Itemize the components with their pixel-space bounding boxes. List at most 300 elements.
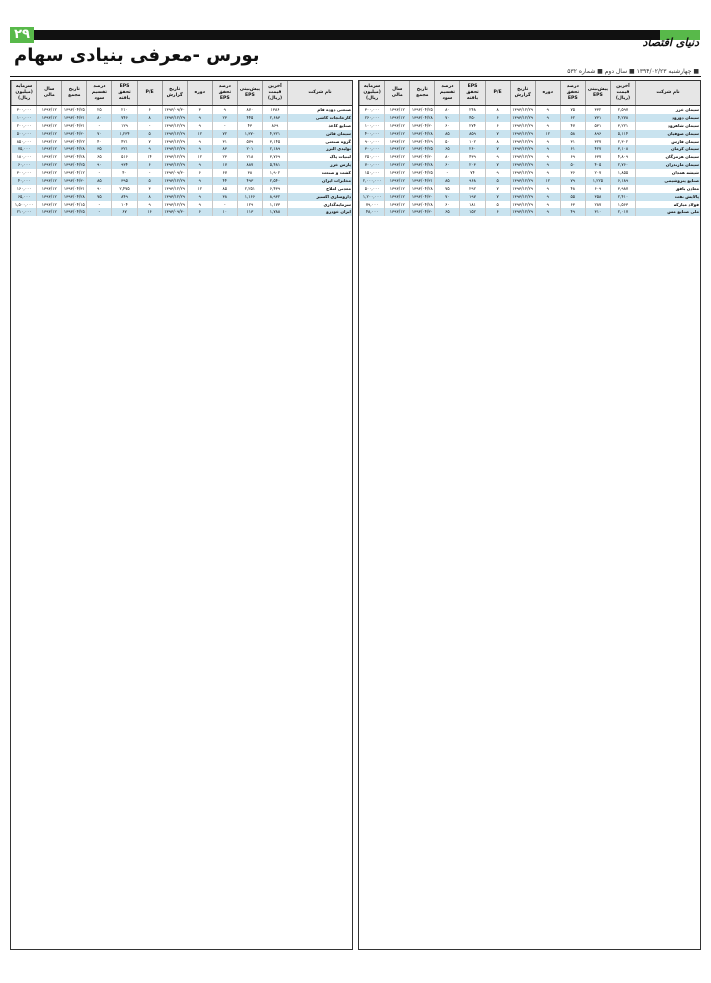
table-cell: ۸: [485, 138, 510, 146]
table-cell: ۱۳۹۳/۱۲: [385, 201, 410, 209]
table-cell: ۷: [485, 193, 510, 201]
table-cell: ۱۳۹۳/۰۴/۲۸: [410, 201, 435, 209]
table-cell: ۵۰: [435, 138, 460, 146]
table-cell: ۱۳۹۳/۰۴/۳۰: [410, 193, 435, 201]
table-cell: ۴,۳۲۱: [262, 130, 287, 138]
table-row: [12, 153, 353, 161]
company-name-cell: معدنی املاح: [288, 185, 353, 193]
table-cell: ۷۰۰,۰۰۰: [360, 161, 385, 169]
company-name-cell: سیمان دورود: [636, 114, 701, 122]
table-cell: ۲۰۷: [585, 169, 610, 177]
table-cell: ۱۳۹۳/۰۴/۳۰: [410, 122, 435, 130]
table-cell: ۱۳۹۳/۱۲/۲۹: [510, 201, 535, 209]
table-cell: ۹: [187, 161, 212, 169]
table-cell: ۸: [485, 106, 510, 114]
table-cell: ۱۳۹۳/۱۲: [37, 193, 62, 201]
table-cell: ۴۰: [112, 169, 137, 177]
table-cell: ۴۹۳: [237, 177, 262, 185]
table-cell: ۶۰: [435, 122, 460, 130]
company-name-cell: مخابرات ایران: [288, 177, 353, 185]
table-cell: ۴۰,۰۰۰: [12, 177, 37, 185]
left-stock-table-panel: [10, 80, 353, 950]
table-cell: ۶: [137, 106, 162, 114]
table-cell: ۳,۹۸۷: [610, 185, 635, 193]
table-cell: ۹: [137, 201, 162, 209]
table-cell: ۴۵۰: [460, 114, 485, 122]
table-cell: ۱۳۹۳/۰۴/۲۸: [410, 114, 435, 122]
table-cell: ۱۳۹۳/۱۲/۲۹: [510, 138, 535, 146]
table-cell: ۲,۵۹۷: [610, 106, 635, 114]
table-row: [360, 201, 701, 209]
table-cell: ۱۳۹۳/۱۲/۲۹: [162, 193, 187, 201]
company-name-cell: ایران خودرو: [288, 208, 353, 216]
table-cell: ۳۵۸: [585, 193, 610, 201]
table-row: [12, 201, 353, 209]
table-cell: ۴۳۹: [460, 153, 485, 161]
company-name-cell: پارس خزر: [288, 161, 353, 169]
company-name-cell: سیمان شاهرود: [636, 122, 701, 130]
company-name-cell: گروه صنعتی: [288, 138, 353, 146]
table-cell: ۱۳۹۳/۱۲: [385, 106, 410, 114]
issue-line: ■ چهارشنبه ۱۳۹۴/۰۲/۲۳ ■ سال دوم ■ شماره ۵۳۲: [567, 68, 699, 75]
table-cell: ۵: [137, 177, 162, 185]
table-cell: ۲,۰۰۰,۰۰۰: [360, 177, 385, 185]
right-table-body: [360, 106, 701, 217]
table-cell: ۷۵: [560, 106, 585, 114]
table-cell: ۹: [535, 161, 560, 169]
table-cell: ۲,۰۱۷: [610, 208, 635, 216]
table-cell: ۶۷: [112, 208, 137, 216]
column-header: درصد تقسیم سود: [435, 81, 460, 106]
table-cell: ۷: [485, 161, 510, 169]
table-cell: -: [137, 169, 162, 177]
table-cell: ۱۳۹۳/۱۲: [37, 177, 62, 185]
table-cell: ۳۱: [560, 138, 585, 146]
table-cell: -: [87, 208, 112, 216]
table-cell: ۱۲: [187, 153, 212, 161]
table-cell: ۵۵: [560, 193, 585, 201]
table-row: [12, 114, 353, 122]
table-cell: ۶۰,۰۰۰: [12, 161, 37, 169]
table-cell: ۸۶۹: [262, 122, 287, 130]
table-cell: ۱۳۹۳/۱۲/۲۹: [510, 130, 535, 138]
table-cell: ۲۰۳: [460, 161, 485, 169]
table-cell: ۷۹: [560, 177, 585, 185]
table-cell: ۱۳۹۳/۰۴/۱۵: [62, 201, 87, 209]
table-cell: ۱۳۹۳/۰۴/۳۰: [410, 208, 435, 216]
table-cell: ۱۳۹۳/۱۲/۲۹: [162, 145, 187, 153]
table-cell: ۸۸۷: [237, 161, 262, 169]
company-name-cell: صنایع پتروشیمی: [636, 177, 701, 185]
table-cell: ۱۹۷: [460, 193, 485, 201]
company-name-cell: پالایش نفت: [636, 193, 701, 201]
table-cell: ۸: [137, 193, 162, 201]
table-row: [12, 106, 353, 114]
table-cell: ۱۳۹۳/۱۲/۲۹: [162, 177, 187, 185]
table-cell: -: [87, 122, 112, 130]
table-cell: ۱۳۹۳/۱۲/۲۹: [510, 185, 535, 193]
table-cell: -: [87, 201, 112, 209]
company-name-cell: صنایع کاغذ: [288, 122, 353, 130]
table-cell: ۹: [485, 153, 510, 161]
header-band: [10, 30, 700, 40]
table-cell: ۷۴۶: [112, 114, 137, 122]
table-cell: ۶: [137, 161, 162, 169]
table-cell: ۱۳۹۳/۱۲: [37, 130, 62, 138]
column-header: درصد تقسیم سود: [87, 81, 112, 106]
table-cell: ۱۶: [137, 208, 162, 216]
table-cell: ۲,۳۰۲: [610, 138, 635, 146]
table-cell: ۱۳۹۳/۱۲/۲۹: [510, 193, 535, 201]
table-cell: ۳۰۰,۰۰۰: [360, 106, 385, 114]
table-row: [360, 114, 701, 122]
table-cell: ۱۰۰,۰۰۰: [12, 114, 37, 122]
table-cell: ۹: [137, 145, 162, 153]
table-cell: ۱۳۹۳/۱۲: [37, 161, 62, 169]
table-row: [12, 177, 353, 185]
table-cell: ۱۳۹۳/۱۲/۲۹: [510, 122, 535, 130]
table-cell: ۲۹۲: [460, 185, 485, 193]
table-cell: ۶: [485, 122, 510, 130]
table-row: [360, 185, 701, 193]
table-cell: ۴۰۰,۰۰۰: [360, 130, 385, 138]
table-cell: ۶۰۹: [585, 185, 610, 193]
table-cell: ۱۳۹۳/۱۲/۲۹: [162, 153, 187, 161]
table-cell: ۱۳۹۳/۰۴/۲۵: [62, 106, 87, 114]
table-cell: ۴۲۷: [585, 145, 610, 153]
table-cell: ۱۳۹۳/۱۲: [37, 208, 62, 216]
table-cell: ۲,۴۷۵: [112, 185, 137, 193]
table-row: [360, 130, 701, 138]
table-cell: ۱۰۴: [112, 201, 137, 209]
column-header: آخرین قیمت (ریال): [262, 81, 287, 106]
table-cell: ۴۷: [560, 122, 585, 130]
table-cell: -: [212, 201, 237, 209]
table-cell: ۹: [212, 106, 237, 114]
table-cell: ۱۳۹۳/۰۴/۲۵: [62, 208, 87, 216]
table-cell: ۱۳۹۳/۱۲/۲۹: [162, 114, 187, 122]
table-cell: ۳۱: [212, 138, 237, 146]
table-cell: ۲۰۰,۰۰۰: [12, 122, 37, 130]
table-cell: ۱۳۹۳/۱۲: [385, 208, 410, 216]
table-cell: ۱۳۹۳/۱۲/۲۹: [510, 169, 535, 177]
table-cell: ۱۳۹۳/۰۴/۲۸: [410, 130, 435, 138]
table-cell: ۱۳۹۳/۱۲: [37, 122, 62, 130]
table-cell: ۱۶۰,۰۰۰: [12, 185, 37, 193]
table-cell: ۱۳۹۳/۱۲/۲۹: [510, 208, 535, 216]
table-cell: ۹: [535, 193, 560, 201]
table-cell: ۷: [485, 185, 510, 193]
table-cell: ۹: [535, 145, 560, 153]
table-cell: ۹۰۰,۰۰۰: [360, 138, 385, 146]
table-cell: ۱۳۹۳/۱۲/۲۹: [162, 122, 187, 130]
table-cell: ۱۳۹۳/۱۲/۲۹: [162, 201, 187, 209]
table-cell: ۱۳۹۳/۱۲/۲۹: [510, 145, 535, 153]
table-cell: ۱۳۹۳/۰۴/۳۱: [62, 114, 87, 122]
right-stock-table-panel: [358, 80, 701, 950]
table-cell: ۴۴: [212, 177, 237, 185]
table-row: [12, 208, 353, 216]
table-cell: ۱۳۹۳/۱۲: [37, 169, 62, 177]
table-cell: ۱۲: [187, 130, 212, 138]
table-cell: ۴۳: [237, 122, 262, 130]
table-row: [360, 193, 701, 201]
table-cell: ۱۳۹۳/۱۲: [37, 114, 62, 122]
table-cell: ۱۳۹۳/۰۴/۳۱: [410, 177, 435, 185]
table-cell: ۱۳۹۳/۰۴/۲۵: [410, 106, 435, 114]
table-cell: ۱۳۹۳/۰۴/۱۲: [62, 169, 87, 177]
table-cell: ۶۱: [560, 145, 585, 153]
table-cell: ۶: [485, 114, 510, 122]
table-cell: ۱,۳۷۰: [237, 130, 262, 138]
table-cell: ۳: [187, 106, 212, 114]
table-cell: ۵۰: [560, 161, 585, 169]
table-cell: ۸۰: [435, 106, 460, 114]
table-cell: ۱۳۹۳/۱۲: [37, 106, 62, 114]
table-cell: ۳۱۰: [585, 208, 610, 216]
table-cell: -: [87, 169, 112, 177]
table-cell: ۷۹,۰۰۰: [360, 201, 385, 209]
table-cell: ۴,۸۰۹: [610, 153, 635, 161]
table-cell: ۳۰۰,۰۰۰: [360, 145, 385, 153]
table-row: [12, 193, 353, 201]
table-cell: ۳,۱۴۵: [262, 138, 287, 146]
table-cell: ۹: [187, 145, 212, 153]
table-cell: ۱۳۹۳/۱۲: [385, 177, 410, 185]
company-name-cell: ملی صنایع مس: [636, 208, 701, 216]
table-cell: ۲۳: [212, 153, 237, 161]
table-cell: ۱۲۹: [237, 201, 262, 209]
table-cell: ۶: [485, 208, 510, 216]
table-cell: ۹: [187, 114, 212, 122]
table-cell: ۸۷۰: [237, 106, 262, 114]
table-cell: ۲۰۱: [237, 145, 262, 153]
table-cell: ۱۳۹۳/۱۲/۲۹: [510, 177, 535, 185]
table-cell: ۱۳۸۶: [262, 106, 287, 114]
table-row: [360, 138, 701, 146]
section-title: بورس -معرفی بنیادی سهام: [14, 45, 260, 66]
table-cell: ۹۶۸: [460, 177, 485, 185]
company-name-cell: سیمان هرمزگان: [636, 153, 701, 161]
table-cell: ۸۹۶: [585, 130, 610, 138]
table-cell: ۴۲۱: [112, 138, 137, 146]
table-cell: ۶۳: [560, 201, 585, 209]
table-cell: ۱,۵۶۳: [610, 201, 635, 209]
column-header: دوره: [535, 81, 560, 106]
table-cell: ۸,۹۳۲: [262, 193, 287, 201]
company-name-cell: سیمان کرمان: [636, 145, 701, 153]
table-cell: ۲۴۸: [460, 106, 485, 114]
table-cell: ۹: [485, 169, 510, 177]
table-cell: ۱,۲۰۰,۰۰۰: [360, 193, 385, 201]
table-row: [360, 153, 701, 161]
newspaper-brand: دنیای اقتصاد: [642, 36, 699, 49]
table-cell: ۹: [187, 138, 212, 146]
table-row: [360, 177, 701, 185]
company-name-cell: فولاد مبارکه: [636, 201, 701, 209]
table-cell: ۶۰: [435, 201, 460, 209]
table-cell: ۸۵۰,۰۰۰: [12, 138, 37, 146]
column-header: آخرین قیمت (ریال): [610, 81, 635, 106]
table-row: [12, 185, 353, 193]
company-name-cell: معادن بافق: [636, 185, 701, 193]
table-cell: ۱۳۹۳/۰۴/۲۵: [410, 169, 435, 177]
table-cell: ۷۰: [435, 114, 460, 122]
table-cell: ۵,۱۱۴: [610, 130, 635, 138]
table-cell: ۷۳۱: [585, 114, 610, 122]
column-header: نام شرکت: [288, 81, 353, 106]
table-cell: ۳۶: [560, 169, 585, 177]
table-cell: ۱۵۰,۰۰۰: [360, 169, 385, 177]
left-table-header-row: [12, 81, 353, 106]
table-row: [360, 161, 701, 169]
table-cell: ۱۳۹۳/۰۴/۳۱: [62, 122, 87, 130]
table-cell: ۷۰: [87, 130, 112, 138]
table-row: [360, 208, 701, 216]
table-cell: ۳۵: [87, 145, 112, 153]
table-cell: ۲,۷۶۰: [610, 161, 635, 169]
table-cell: ۱۳۹۳/۰۹/۳۰: [162, 106, 187, 114]
table-cell: ۳۰۰,۰۰۰: [12, 106, 37, 114]
company-name-cell: شیشه همدان: [636, 169, 701, 177]
table-cell: ۱۳۹۳/۰۴/۳۱: [62, 185, 87, 193]
table-cell: ۲۱۰: [112, 106, 137, 114]
table-cell: ۱۳۹۳/۰۴/۲۲: [62, 138, 87, 146]
table-cell: ۵۳۱: [585, 122, 610, 130]
table-cell: ۷: [485, 145, 510, 153]
column-header: تاریخ گزارش: [510, 81, 535, 106]
company-name-cell: سیمان فارس: [636, 138, 701, 146]
table-cell: ۲۵۰,۰۰۰: [360, 153, 385, 161]
table-cell: ۱۳۹۳/۰۴/۲۵: [410, 145, 435, 153]
table-cell: ۲,۱۸۹: [262, 145, 287, 153]
header-rule: [10, 76, 701, 77]
table-cell: ۶,۴۳۹: [262, 185, 287, 193]
table-cell: ۴۸,۰۰۰: [360, 208, 385, 216]
table-cell: ۱۳۹۳/۱۲: [385, 193, 410, 201]
table-cell: ۴۴۵: [237, 114, 262, 122]
table-cell: ۱۲: [535, 130, 560, 138]
table-cell: ۴۹: [560, 208, 585, 216]
table-row: [12, 138, 353, 146]
table-cell: ۵۰۰,۰۰۰: [360, 185, 385, 193]
column-header: سرمایه (میلیون ریال): [12, 81, 37, 106]
table-cell: ۱۰: [212, 208, 237, 216]
table-cell: ۱,۵۰۰,۰۰۰: [12, 201, 37, 209]
table-cell: ۱۳۹۳/۰۴/۲۸: [62, 193, 87, 201]
table-row: [360, 145, 701, 153]
table-cell: ۶۵: [435, 145, 460, 153]
column-header: EPS تحقق یافته: [112, 81, 137, 106]
table-cell: ۹: [535, 114, 560, 122]
table-cell: ۱۲: [535, 177, 560, 185]
column-header: تاریخ گزارش: [162, 81, 187, 106]
table-cell: ۱۰۰,۰۰۰: [360, 122, 385, 130]
table-row: [360, 106, 701, 114]
column-header: سال مالی: [37, 81, 62, 106]
table-cell: ۱۳۹۳/۱۲/۲۹: [162, 138, 187, 146]
table-cell: ۸۰: [435, 153, 460, 161]
table-cell: ۳۸: [212, 193, 237, 201]
table-cell: -: [137, 122, 162, 130]
table-cell: ۶۷: [212, 169, 237, 177]
column-header: EPS تحقق یافته: [460, 81, 485, 106]
company-name-cell: صنعتی دوده فام: [288, 106, 353, 114]
table-cell: ۶: [187, 208, 212, 216]
column-header: پیش‌بینی EPS: [237, 81, 262, 106]
table-cell: ۱,۲۲۵: [585, 177, 610, 185]
table-cell: ۶,۱۸۹: [610, 177, 635, 185]
table-cell: ۶۰: [435, 161, 460, 169]
table-cell: ۳۰۰,۰۰۰: [12, 169, 37, 177]
table-cell: ۲,۴۱۰: [610, 193, 635, 201]
table-cell: ۸۵: [435, 177, 460, 185]
table-row: [12, 169, 353, 177]
table-row: [360, 169, 701, 177]
table-cell: ۱,۹۰۲: [262, 169, 287, 177]
table-cell: ۱۳۹۳/۰۴/۳۰: [62, 177, 87, 185]
column-header: تاریخ مجمع: [62, 81, 87, 106]
table-cell: ۱,۱۶۶: [237, 193, 262, 201]
table-cell: ۲۶۰: [460, 145, 485, 153]
column-header: پیش‌بینی EPS: [585, 81, 610, 106]
table-cell: ۴۸: [560, 185, 585, 193]
table-cell: ۱۳۹۳/۱۲: [385, 130, 410, 138]
table-cell: ۱,۸۵۵: [610, 169, 635, 177]
table-cell: ۷۵,۰۰۰: [12, 145, 37, 153]
table-cell: ۷۵: [87, 193, 112, 201]
table-cell: ۲,۲۵۱: [237, 185, 262, 193]
table-cell: ۱۱۳: [237, 208, 262, 216]
table-cell: ۱۷: [212, 161, 237, 169]
table-cell: ۷: [485, 130, 510, 138]
company-name-cell: سیمان مازندران: [636, 161, 701, 169]
column-header: تاریخ مجمع: [410, 81, 435, 106]
table-cell: ۸: [137, 114, 162, 122]
table-cell: ۳۲۷: [585, 138, 610, 146]
table-cell: ۱۳۹۳/۱۲/۲۹: [510, 106, 535, 114]
table-cell: ۱۳۹۳/۱۲: [37, 138, 62, 146]
table-cell: ۲۵: [87, 106, 112, 114]
table-cell: ۳۲۱: [112, 145, 137, 153]
table-cell: ۱۳۹۳/۱۲: [385, 161, 410, 169]
table-cell: ۱۳۹۳/۱۲/۲۹: [510, 161, 535, 169]
company-name-cell: سیمان خزر: [636, 106, 701, 114]
table-cell: ۱۳۹۳/۱۲: [385, 122, 410, 130]
table-cell: ۱,۲۳۴: [112, 130, 137, 138]
company-name-cell: سرمایه‌گذاری: [288, 201, 353, 209]
table-cell: ۱۳۹۳/۰۴/۲۸: [62, 153, 87, 161]
table-row: [12, 145, 353, 153]
table-cell: ۲,۵۴۰: [262, 177, 287, 185]
table-cell: ۳,۷۶۹: [262, 153, 287, 161]
table-cell: ۱۳۹۳/۱۲/۲۹: [510, 114, 535, 122]
table-cell: ۵۸: [560, 130, 585, 138]
column-header: دوره: [187, 81, 212, 106]
table-cell: ۱,۷۸۸: [262, 208, 287, 216]
table-cell: ۳,۱۰۸: [610, 145, 635, 153]
table-cell: ۵: [485, 177, 510, 185]
table-cell: ۹: [187, 201, 212, 209]
table-cell: ۱۳۹۳/۱۲/۲۹: [162, 185, 187, 193]
table-cell: -: [212, 122, 237, 130]
right-stock-table: [359, 81, 700, 216]
header-band-dark: [10, 30, 660, 40]
table-cell: ۳۹۵: [112, 177, 137, 185]
company-name-cell: لبنیات پاک: [288, 153, 353, 161]
table-cell: ۹۰: [87, 185, 112, 193]
table-cell: ۱۳۹۳/۱۲: [385, 114, 410, 122]
